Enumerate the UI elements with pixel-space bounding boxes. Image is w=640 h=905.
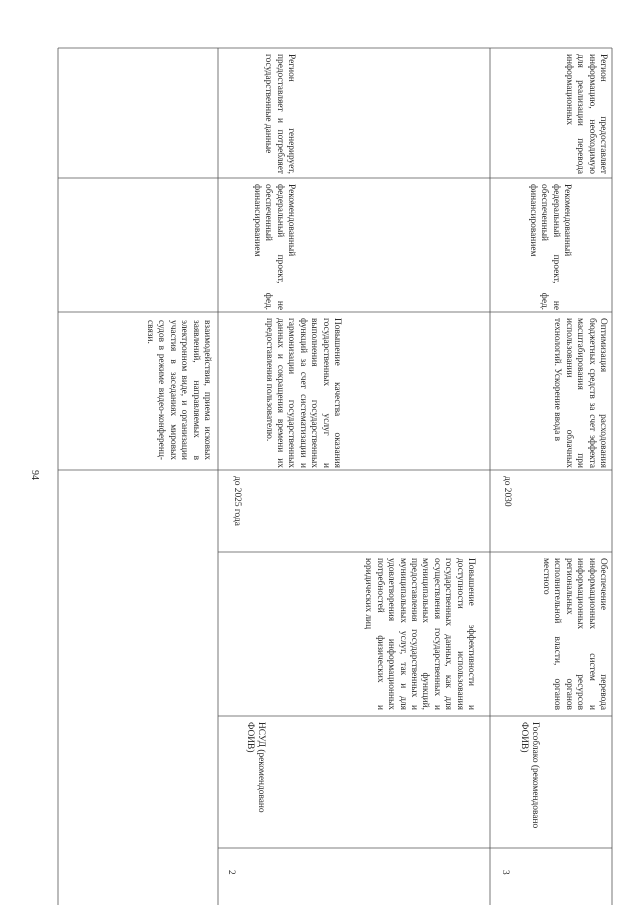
top-row-mechanism-cell: взаимодействия, приема исковых заявлений, направляемых в электронном виде, и организации участия в заседаниях мировых судов в режиме видео-конференц-связи.	[144, 320, 212, 460]
row-2-mechanism: Рекомендованный федеральный проект, не обеспеченный фед. финансированием	[251, 184, 296, 310]
page-number: 94	[29, 470, 40, 480]
row-3-effect: Оптимизация расходования бюджетных средств за счет эффекта масштабирования при использовании облачных технологий. Ускорение ввода в	[552, 318, 608, 468]
row-3-role: Регион предоставляет информацию, необходимую для реализации перевода информационных	[563, 54, 608, 174]
row-2-number: 2	[226, 870, 236, 875]
row-3-name: Гособлако (рекомендовано ФОИВ)	[518, 722, 540, 829]
row-3-mechanism: Рекомендованный федеральный проект, не обеспеченный фед. финансированием	[527, 184, 572, 310]
row-2-deadline: до 2025 года	[232, 476, 242, 526]
row-2-effect: Повышение качества оказания государственных услуг и выполнения государственных функций за счет систематизации и гармонизации государственных данных и сокращения времени их предоставления пользователю.	[263, 318, 342, 468]
row-2-role: Регион генерирует, предоставляет и потребляет государственные данные	[263, 54, 296, 174]
row-3-deadline: до 2030	[502, 476, 512, 507]
row-2-name: НСУД (рекомендовано ФОИВ)	[244, 722, 266, 813]
row-2-goal: Повышение эффективности и доступности использования государственных данных, как для осуществления государственных и муниципальных функций, предоставления государственных и муниципальных услуг, так и для удовлетворения информационных потребностей физических и юридических лиц	[363, 558, 476, 710]
row-3-number: 3	[500, 870, 510, 875]
row-3-goal: Обеспечение перевода информационных систем и информационных ресурсов региональных органов исполнительной власти, органов местного	[540, 558, 608, 710]
